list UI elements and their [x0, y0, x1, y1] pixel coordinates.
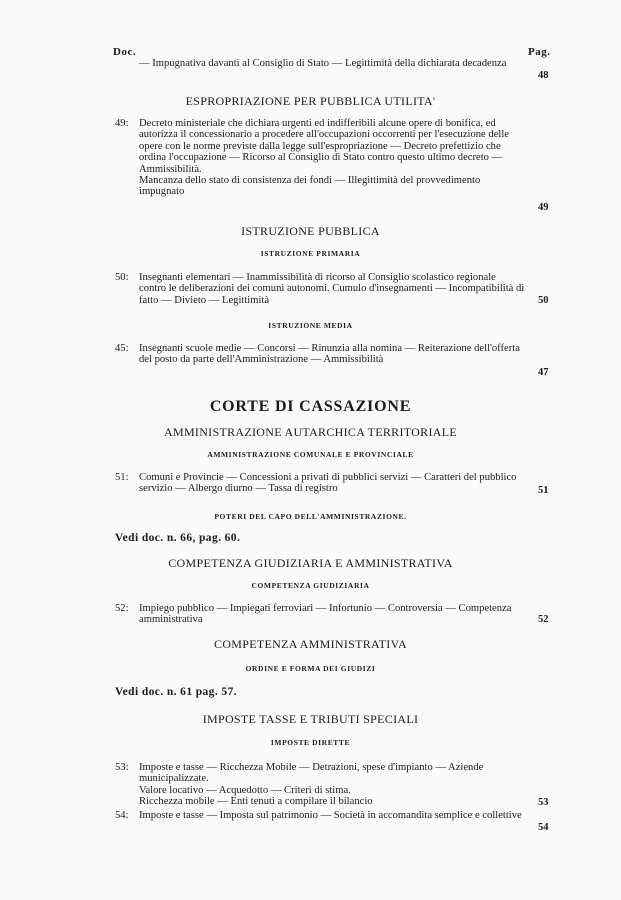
subsection-title: COMPETENZA GIUDIZIARIA — [251, 581, 370, 590]
list-item — [115, 58, 525, 69]
subsection-title: POTERI DEL CAPO DELL'AMMINISTRAZIONE. — [214, 512, 407, 521]
entry-text: — Impugnativa davanti al Consiglio di Stato — Legittimità della dichiarata decadenza — [139, 58, 507, 69]
entry-text-line3: Ricchezza mobile — Enti tenuti a compilare il bilancio — [139, 796, 373, 808]
entry-text: Imposte e tasse — Ricchezza Mobile — Detrazioni, spese d'impianto — Aziende municipalizzate. — [139, 762, 484, 785]
entry-text-cont: Mancanza dello stato di consistenza dei fondi — Illegittimità del provvedimento impugnato — [139, 175, 481, 198]
list-item — [115, 472, 525, 495]
section-title: COMPETENZA AMMINISTRATIVA — [214, 637, 407, 651]
section-title: ESPROPRIAZIONE PER PUBBLICA UTILITA' — [185, 94, 436, 108]
cross-reference: Vedi doc. n. 61 pag. 57. — [115, 686, 237, 698]
cross-reference: Vedi doc. n. 66, pag. 60. — [115, 532, 241, 544]
entry-text: Imposte e tasse — Imposta sul patrimonio — Società in accomandita semplice e collettive — [139, 810, 522, 821]
entry-number: 53: — [115, 762, 129, 773]
entry-page: 50 — [538, 295, 549, 306]
entry-text-line2: Valore locativo — Acquedotto — Criteri di stima. — [139, 784, 351, 796]
entry-text: Decreto ministeriale che dichiara urgenti ed indifferibili alcune opere di bonifica, ed autorizza il concessionario a procedere all'occupazioni occorrenti per l'esecuzione delle opere con le norme previste dalla legge sull'espropriazione — Decreto prefettizio che ordina l'occupazione — Ricorso al Consiglio di Stato contro questo ultimo decreto — Ammissibilità. — [139, 118, 509, 175]
entry-page: 54 — [538, 822, 549, 833]
list-item — [115, 810, 525, 821]
entry-number: 50: — [115, 272, 129, 283]
entry-number: 54: — [115, 810, 129, 821]
section-title: AMMINISTRAZIONE AUTARCHICA TERRITORIALE — [164, 425, 457, 439]
header-page-label: Pag. — [528, 46, 551, 58]
entry-page: 52 — [538, 614, 549, 625]
subsection-title: ISTRUZIONE MEDIA — [268, 321, 353, 330]
subsection-title: ISTRUZIONE PRIMARIA — [260, 249, 361, 258]
entry-page: 51 — [538, 485, 549, 496]
entry-number: 51: — [115, 472, 129, 483]
section-title: IMPOSTE TASSE E TRIBUTI SPECIALI — [202, 712, 419, 726]
list-item — [115, 118, 525, 198]
list-item — [115, 272, 525, 306]
subsection-title: ORDINE E FORMA DEI GIUDIZI — [245, 664, 376, 673]
list-item — [115, 762, 525, 808]
main-heading: CORTE DI CASSAZIONE — [209, 398, 412, 415]
entry-page: 47 — [538, 367, 549, 378]
list-item — [115, 343, 525, 366]
section-title: ISTRUZIONE PUBBLICA — [241, 224, 380, 238]
subsection-title: AMMINISTRAZIONE COMUNALE E PROVINCIALE — [207, 450, 414, 459]
entry-text: Insegnanti elementari — Inammissibilità di ricorso al Consiglio scolastico regionale contro le deliberazioni dei comuni autonomi. Cumulo d'insegnamenti — Incompatibilità di fatto — Divieto — Legittimità — [139, 272, 525, 306]
entry-text: Comuni e Provincie — Concessioni a privati di pubblici servizi — Caratteri del pubblico servizio — Albergo diurno — Tassa di registro — [139, 472, 517, 495]
entry-page: 49 — [538, 202, 549, 213]
entry-page: 53 — [538, 797, 549, 808]
header-doc-label: Doc. — [113, 46, 137, 58]
list-item — [115, 603, 525, 626]
entry-number: 52: — [115, 603, 129, 614]
entry-number: 45: — [115, 343, 129, 354]
entry-text: Insegnanti scuole medie — Concorsi — Rinunzia alla nomina — Reiterazione dell'offerta del posto da parte dell'Amministrazione — Ammissibilità — [139, 343, 520, 366]
entry-number: 49: — [115, 118, 129, 129]
subsection-title: IMPOSTE DIRETTE — [270, 738, 351, 747]
entry-page: 48 — [538, 70, 549, 81]
section-title: COMPETENZA GIUDIZIARIA E AMMINISTRATIVA — [168, 556, 453, 570]
entry-text: Impiego pubblico — Impiegati ferroviari — Infortunio — Controversia — Competenza amministrativa — [139, 603, 512, 626]
